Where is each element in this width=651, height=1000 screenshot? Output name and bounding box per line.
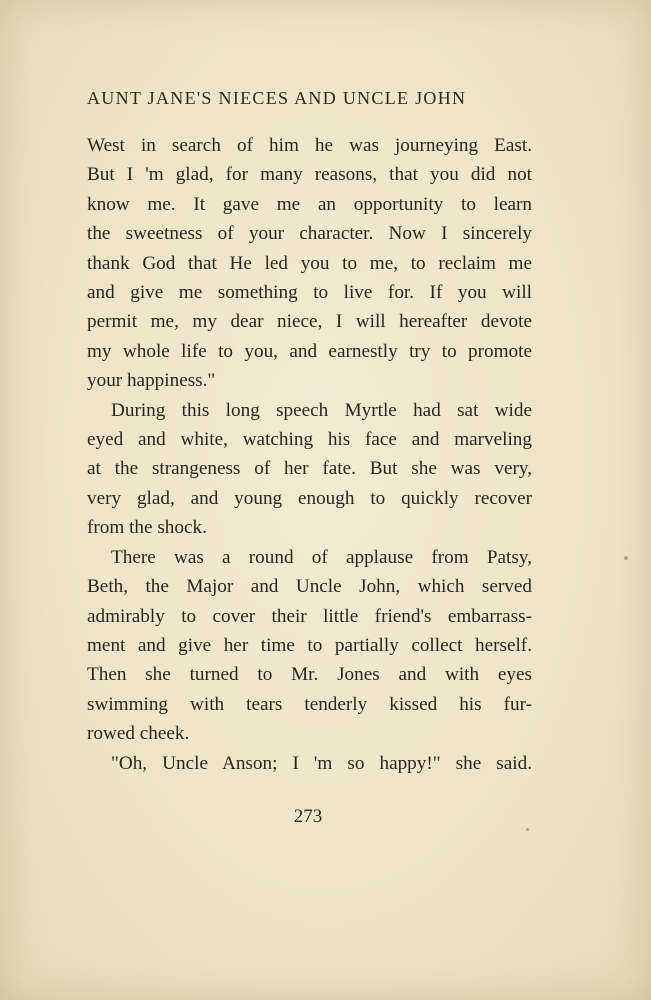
body-text [87, 131, 532, 778]
paragraph [87, 543, 532, 749]
text-line: know me. It gave me an opportunity to learn [87, 193, 532, 215]
paragraph [87, 396, 532, 543]
text-line: But I 'm glad, for many reasons, that you did not [87, 164, 532, 186]
text-line: and give me something to live for. If you will [87, 282, 532, 304]
paragraph [87, 131, 532, 396]
text-line: the sweetness of your character. Now I sincerely [87, 223, 532, 245]
text-line: from the shock. [87, 517, 207, 539]
text-line: West in search of him he was journeying East. [87, 135, 532, 156]
text-line: Beth, the Major and Uncle John, which served [87, 576, 532, 598]
text-line: Then she turned to Mr. Jones and with eyes [87, 664, 532, 686]
text-line: at the strangeness of her fate. But she was very, [87, 458, 532, 480]
text-line: eyed and white, watching his face and marveling [87, 429, 532, 451]
text-line: "Oh, Uncle Anson; I 'm so happy!" she said. [111, 752, 532, 774]
text-line: admirably to cover their little friend's embarrass- [87, 605, 532, 627]
paragraph [87, 749, 532, 778]
paper-speck [624, 556, 628, 560]
text-line: very glad, and young enough to quickly recover [87, 487, 532, 509]
running-head: AUNT JANE'S NIECES AND UNCLE JOHN [87, 88, 467, 108]
page-number: 273 [293, 806, 323, 827]
paper-speck [526, 828, 529, 831]
text-line: thank God that He led you to me, to reclaim me [87, 252, 532, 274]
text-line: your happiness." [87, 370, 216, 392]
text-line: my whole life to you, and earnestly try to promote [87, 340, 532, 362]
text-line: rowed cheek. [87, 723, 190, 745]
text-line: ment and give her time to partially collect herself. [87, 634, 532, 656]
text-line: There was a round of applause from Patsy, [111, 546, 532, 568]
text-line: permit me, my dear niece, I will hereafter devote [87, 311, 532, 333]
text-line: During this long speech Myrtle had sat wide [111, 399, 532, 421]
text-line: swimming with tears tenderly kissed his fur- [87, 693, 532, 715]
